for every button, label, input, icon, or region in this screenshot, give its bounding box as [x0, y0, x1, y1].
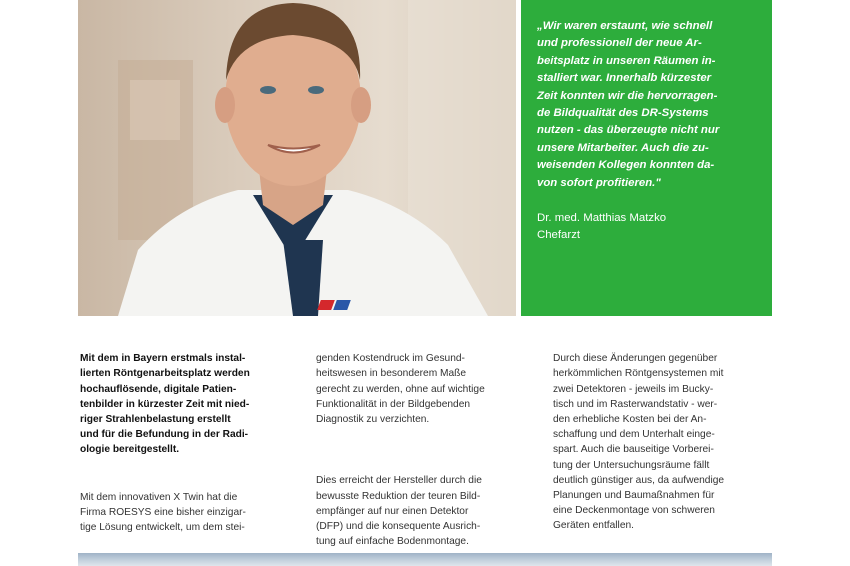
text-column-2: [316, 336, 534, 565]
quote-text: „Wir waren erstaunt, wie schnell und professionell der neue Ar- beitsplatz in unseren Räumen in- stalliert war. Innerhalb kürzester Zeit konnten wir die hervorragen- de Bildqualität des DR-Systems nutzen - das überzeugte nicht nur unsere Mitarbeiter. Auch die zu- weisenden Kollegen konnten da- von sofort profitieren.": [537, 20, 720, 189]
portrait-illustration: [78, 0, 516, 316]
doctor-portrait-photo: [78, 0, 516, 316]
quote-author-name: Dr. med. Matthias Matzko: [537, 212, 667, 225]
body-paragraph: Mit dem innovativen X Twin hat die Firma ROESYS eine bisher einzigar- tige Lösung entwickelt, um dem stei-: [80, 491, 246, 534]
lead-paragraph: Mit dem in Bayern erstmals instal- lierten Röntgenarbeitsplatz werden hochauflösende, digitale Patien- tenbilder in kürzester Zeit mit nied- riger Strahlenbelastung erstellt und für die Befundung in der Radi- ologie bereitgestellt.: [80, 353, 250, 456]
quote-author-title: Chefarzt: [537, 229, 581, 242]
testimonial-quote-box: [521, 0, 772, 316]
body-paragraph: Dies erreicht der Hersteller durch die bewusste Reduktion der teuren Bild- empfänger auf nur einen Detektor (DFP) und die konsequente Ausrich- tung auf einfache Bodenmontage.: [316, 475, 482, 548]
body-paragraph: genden Kostendruck im Gesund- heitswesen in besonderem Maße gerecht zu werden, ohne auf wichtige Funktionalität in der Bildgebenden Diagnostik zu verzichten.: [316, 353, 485, 426]
text-column-3: [553, 336, 775, 549]
bottom-image-strip: [78, 553, 772, 566]
body-paragraph: Durch diese Änderungen gegenüber herkömmlichen Röntgensystemen mit zwei Detektoren - jeweils im Bucky- tisch und im Rasterwandstativ - wer- den erhebliche Kosten bei der An- schaffung und dem Unterhalt einge- spart. Auch die bauseitige Vorberei- tung der Untersuchungsräume fällt deutlich günstiger aus, da aufwendige Planungen und Baumaßnahmen für eine Deckenmontage von schweren Geräten entfallen.: [553, 353, 725, 532]
text-column-1: [80, 336, 295, 551]
